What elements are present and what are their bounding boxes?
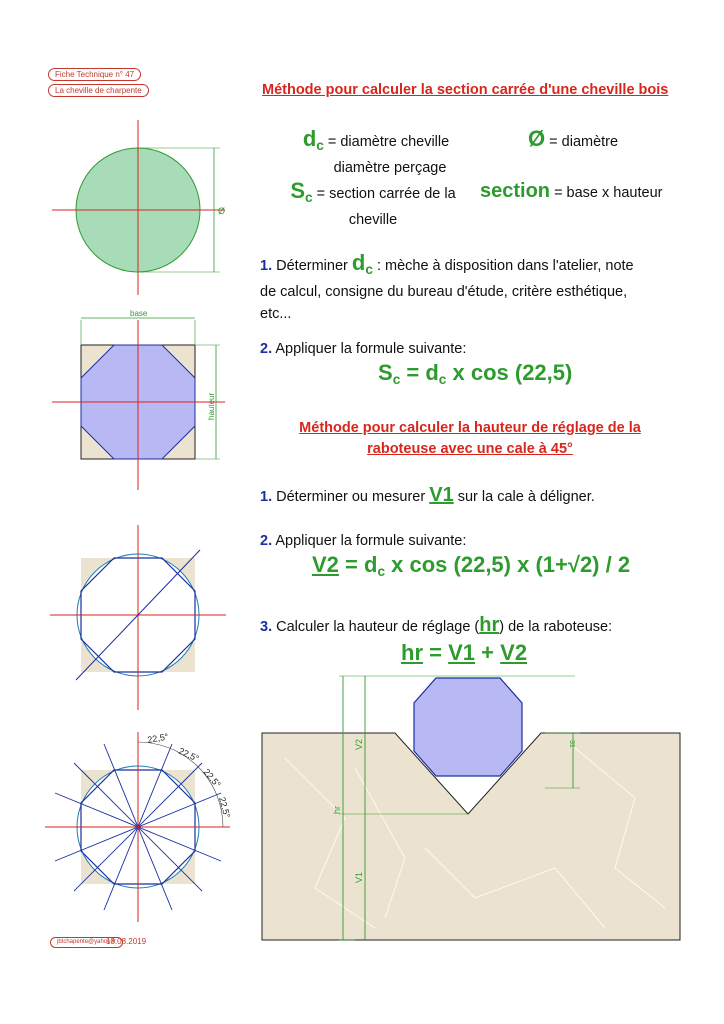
sc-formula: $S_c = d_c$ x cos (22,5) <box>378 360 573 388</box>
planer-wedge-diagram <box>255 668 685 948</box>
v2-dim-label: V2 <box>354 738 364 750</box>
octagon-circle-diagram <box>50 525 226 710</box>
angle-label-1: 22,5° <box>146 731 170 745</box>
angle-label-4: 22,5° <box>217 795 233 819</box>
section-definition <box>480 180 663 204</box>
small-dim-label: 31 <box>568 740 575 748</box>
base-label: base <box>130 309 148 318</box>
hr-formula: hr = V1 + V2 <box>401 640 528 665</box>
section1-step2: 2. Appliquer la formule suivante: <box>260 341 467 357</box>
section1-step1: 1. Déterminer $d_c$ : mèche à disposition dans l'atelier, note de calcul, consigne du bureau d'étude, critère esthétique, etc... <box>260 250 634 323</box>
section2-step3: 3. Calculer la hauteur de réglage (hr) de la raboteuse: <box>260 614 613 636</box>
hr-dim-label: hr <box>332 805 342 814</box>
angle-label-3: 22,5° <box>201 766 223 790</box>
angle-division-diagram <box>45 731 232 922</box>
footer-date: 18.08.2019 <box>106 937 147 946</box>
dc-def-2: diamètre perçage <box>333 160 447 177</box>
section2-title: Méthode pour calculer la hauteur de réglage de la raboteuse avec une cale à 45° <box>299 420 641 457</box>
dc-def-1: = diamètre cheville <box>327 134 450 150</box>
sc-def-1: = section carrée de la <box>316 186 456 202</box>
section-word: section <box>480 180 551 202</box>
left-diagrams <box>40 110 250 950</box>
dc-symbol: $d_c$ <box>302 126 324 154</box>
v1-dim-label: V1 <box>354 871 364 883</box>
phi-label: Ø <box>218 206 226 216</box>
section2-step2: 2. Appliquer la formule suivante: <box>260 533 467 549</box>
hauteur-label: hauteur <box>207 392 216 420</box>
circle-diagram <box>52 120 225 295</box>
phi-definition <box>528 128 618 153</box>
section-def: = base x hauteur <box>554 185 663 201</box>
v2-formula: $V2 = d_c$ x cos (22,5) x (1+√2) / 2 <box>312 552 631 580</box>
phi-symbol: Ø <box>528 126 546 151</box>
sc-def-2: cheville <box>348 212 398 229</box>
square-octagon-diagram <box>52 309 225 490</box>
angle-label-2: 22,5° <box>177 745 201 764</box>
section2-step1: 1. Déterminer ou mesurer V1 sur la cale à déligner. <box>260 484 595 506</box>
footer-email[interactable]: jbtchapente@yahoo.fr <box>50 937 123 948</box>
phi-def: = diamètre <box>549 134 619 150</box>
dc-definition <box>291 128 461 179</box>
sc-definition <box>278 180 468 231</box>
sc-symbol: $S_c$ <box>290 178 313 206</box>
sheet-title-badge: La cheville de charpente <box>48 84 149 97</box>
sheet-number-badge: Fiche Technique n° 47 <box>48 68 141 81</box>
section1-title: Méthode pour calculer la section carrée d'une cheville bois <box>262 82 669 98</box>
